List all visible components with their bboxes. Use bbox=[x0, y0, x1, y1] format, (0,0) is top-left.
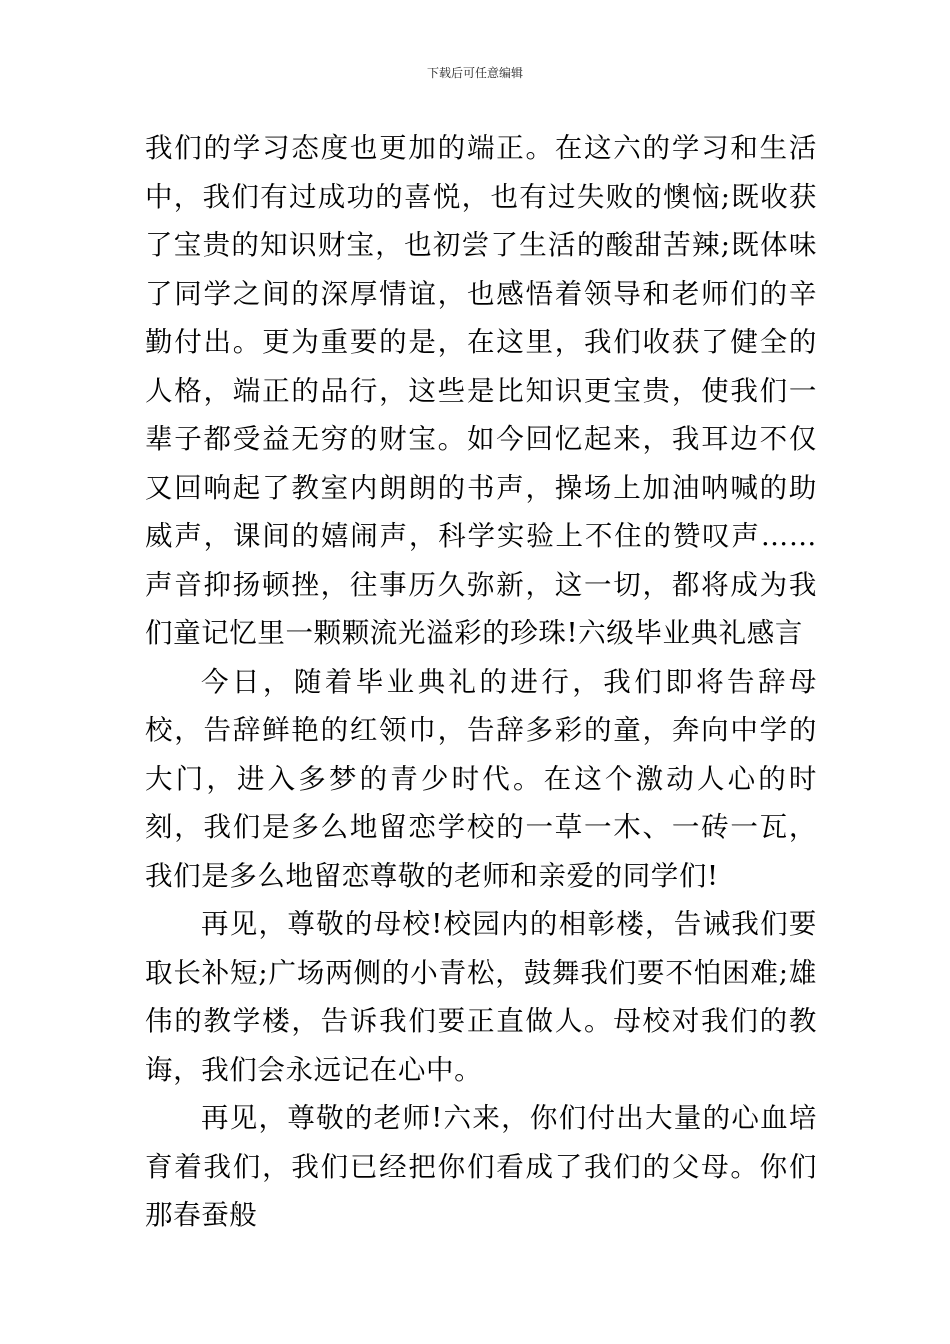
paragraph-2: 今日，随着毕业典礼的进行，我们即将告辞母校，告辞鲜艳的红领巾，告辞多彩的童，奔向中学的大门，进入多梦的青少时代。在这个激动人心的时刻，我们是多么地留恋学校的一草一木、一砖一瓦，我们是多么地留恋尊敬的老师和亲爱的同学们! bbox=[145, 665, 817, 892]
document-body bbox=[145, 124, 817, 1240]
paragraph-1: 我们的学习态度也更加的端正。在这六的学习和生活中，我们有过成功的喜悦，也有过失败的懊恼;既收获了宝贵的知识财宝，也初尝了生活的酸甜苦辣;既体味了同学之间的深厚情谊，也感悟着领导和老师们的辛勤付出。更为重要的是，在这里，我们收获了健全的人格，端正的品行，这些是比知识更宝贵，使我们一辈子都受益无穷的财宝。如今回忆起来，我耳边不仅又回响起了教室内朗朗的书声，操场上加油呐喊的助威声，课间的嬉闹声，科学实验上不住的赞叹声……声音抑扬顿挫，往事历久弥新，这一切，都将成为我们童记忆里一颗颗流光溢彩的珍珠!六级毕业典礼感言 bbox=[145, 132, 817, 649]
paragraph-3: 再见，尊敬的母校!校园内的相彰楼，告诫我们要取长补短;广场两侧的小青松，鼓舞我们要不怕困难;雄伟的教学楼，告诉我们要正直做人。母校对我们的教诲，我们会永远记在心中。 bbox=[145, 908, 817, 1086]
paragraph-4: 再见，尊敬的老师!六来，你们付出大量的心血培育着我们，我们已经把你们看成了我们的父母。你们那春蚕般 bbox=[145, 1102, 817, 1231]
page-header: 下载后可任意编辑 bbox=[426, 66, 523, 80]
